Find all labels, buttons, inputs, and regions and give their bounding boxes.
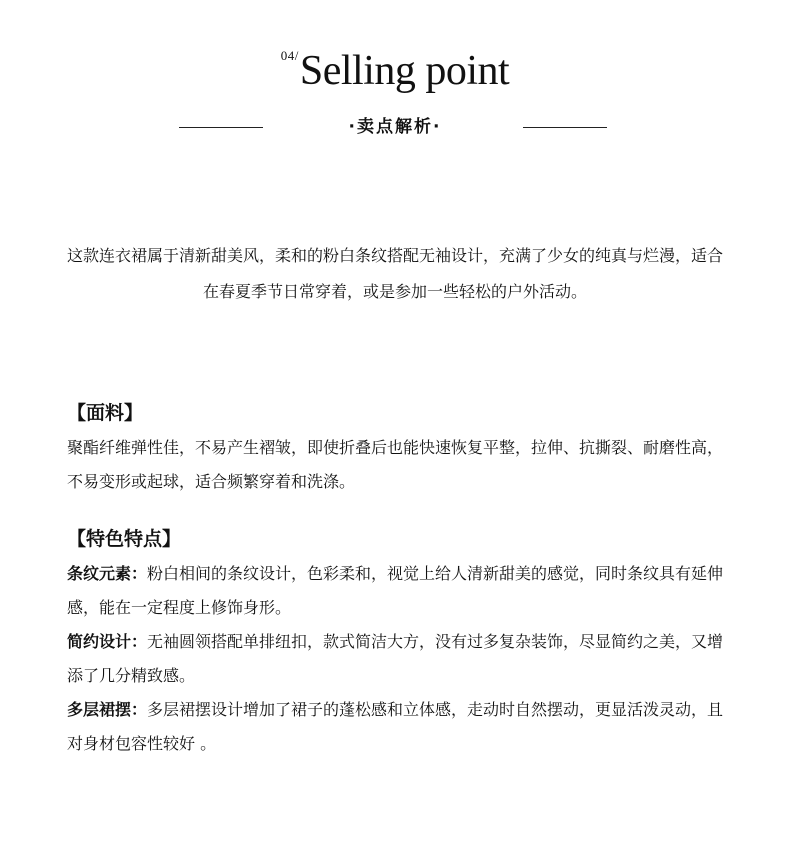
page-title: Selling point [299,48,510,94]
feature-label: 条纹元素： [67,564,148,583]
features-heading: 【特色特点】 [67,528,182,550]
intro-text: 这款连衣裙属于清新甜美风，柔和的粉白条纹搭配无袖设计，充满了少女的纯真与烂漫，适合在春夏季节日常穿着，或是参加一些轻松的户外活动。 [66,246,723,301]
feature-item-design [67,625,737,693]
section-number: 04/ [280,48,299,63]
title-block [0,46,790,96]
fabric-text: 聚酯纤维弹性佳，不易产生褶皱，即使折叠后也能快速恢复平整，拉伸、抗撕裂、耐磨性高，不易变形或起球，适合频繁穿着和洗涤。 [67,438,724,491]
features-section [67,524,737,761]
fabric-heading: 【面料】 [67,402,144,424]
fabric-section [67,398,737,499]
header [0,0,790,150]
divider-right [523,127,607,128]
feature-label: 简约设计： [67,632,148,651]
feature-text: 粉白相间的条纹设计，色彩柔和，视觉上给人清新甜美的感觉，同时条纹具有延伸感，能在一定程度上修饰身形。 [67,564,724,617]
feature-item-skirt [67,693,737,761]
subtitle-row [0,114,790,140]
feature-text: 多层裙摆设计增加了裙子的蓬松感和立体感，走动时自然摆动，更显活泼灵动，且对身材包容性较好 。 [67,700,724,753]
feature-label: 多层裙摆： [67,700,148,719]
subtitle: ·卖点解析· [348,117,442,137]
feature-item-stripes [67,557,737,625]
feature-text: 无袖圆领搭配单排纽扣，款式简洁大方，没有过多复杂装饰，尽显简约之美，又增添了几分精致感。 [67,632,724,685]
